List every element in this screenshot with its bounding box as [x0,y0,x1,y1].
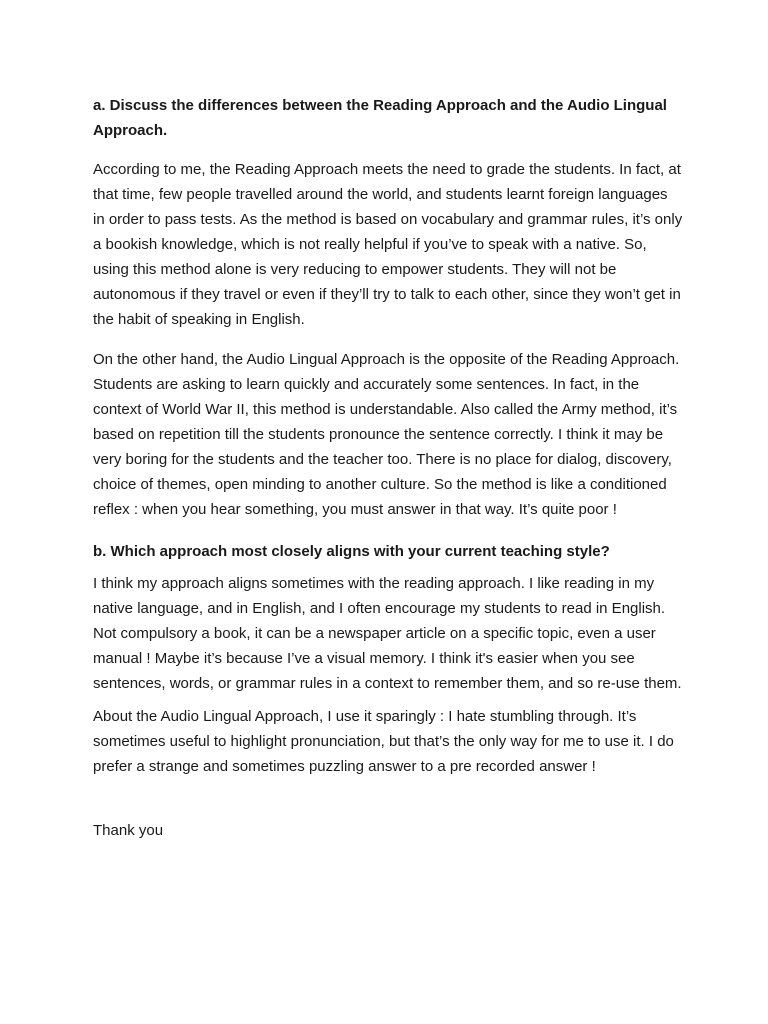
question-a-heading: a. Discuss the differences between the Reading Approach and the Audio Lingual Approach. [93,97,667,139]
document-page [93,93,683,843]
paragraph-reading-approach: According to me, the Reading Approach meets the need to grade the students. In fact, at that time, few people travelled around the world, and students learnt foreign languages in order to pass tests. As the method is based on vocabulary and grammar rules, it’s only a bookish knowledge, which is not really helpful if you’ve to speak with a native. So, using this method alone is very reducing to empower students. They will not be autonomous if they travel or even if they’ll try to talk to each other, since they won’t get in the habit of speaking in English. [93,161,683,328]
paragraph-audio-lingual-usage: About the Audio Lingual Approach, I use it sparingly : I hate stumbling through. It’s sometimes useful to highlight pronunciation, but that’s the only way for me to use it. I do prefer a strange and sometimes puzzling answer to a pre recorded answer ! [93,708,674,775]
paragraph-teaching-style: I think my approach aligns sometimes with the reading approach. I like reading in my native language, and in English, and I often encourage my students to read in English. Not compulsory a book, it can be a newspaper article on a specific topic, even a user manual ! Maybe it’s because I’ve a visual memory. I think it's easier when you see sentences, words, or grammar rules in a context to remember them, and so re-use them. [93,575,682,692]
paragraph-audio-lingual-approach: On the other hand, the Audio Lingual Approach is the opposite of the Reading Approach. Students are asking to learn quickly and accurately some sentences. In fact, in the context of World War II, this method is understandable. Also called the Army method, it’s based on repetition till the students pronounce the sentence correctly. I think it may be very boring for the students and the teacher too. There is no place for dialog, discovery, choice of themes, open minding to another culture. So the method is like a conditioned reflex : when you hear something, you must answer in that way. It’s quite poor ! [93,351,680,518]
closing-text: Thank you [93,822,164,839]
question-b-heading: b. Which approach most closely aligns with your current teaching style? [93,543,610,560]
